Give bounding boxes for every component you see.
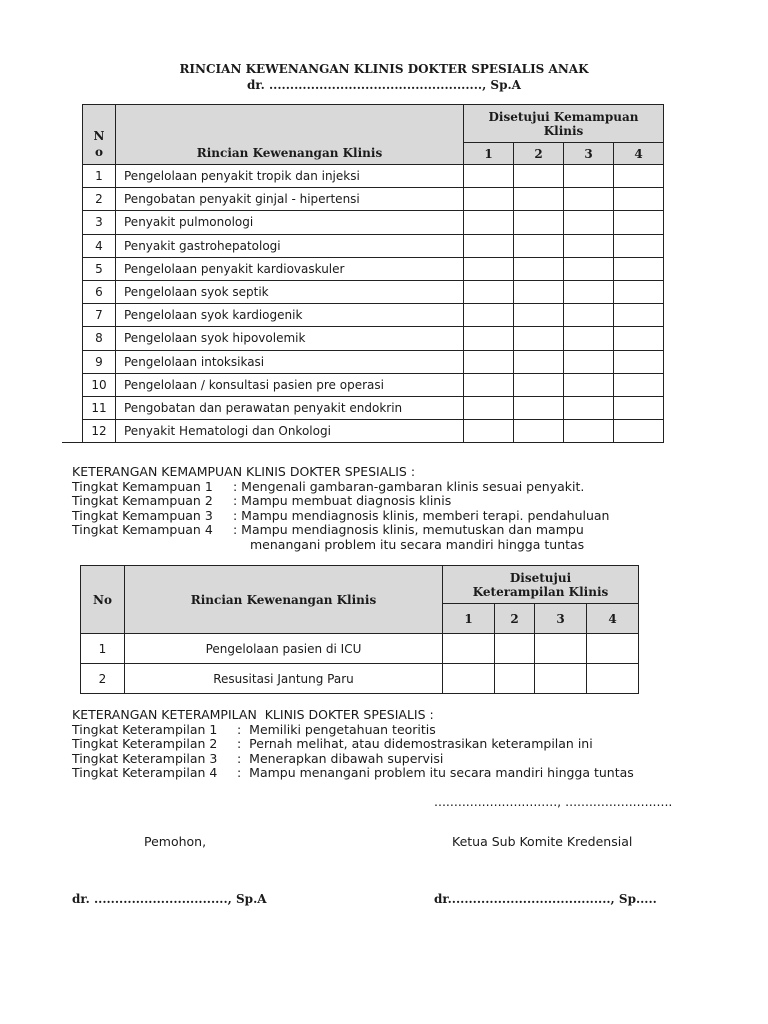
row-description: Pengelolaan penyakit tropik dan injeksi (116, 165, 464, 188)
approval-cell[interactable] (464, 211, 514, 234)
approval-cell[interactable] (464, 420, 514, 443)
approval-cell[interactable] (495, 664, 535, 694)
approval-cell[interactable] (464, 327, 514, 350)
col-no-header: N o (83, 105, 116, 165)
approval-cell[interactable] (464, 257, 514, 280)
level-header: 1 (464, 143, 514, 165)
approval-cell[interactable] (564, 234, 614, 257)
level-header: 3 (564, 143, 614, 165)
approval-cell[interactable] (514, 420, 564, 443)
approval-cell[interactable] (614, 165, 664, 188)
approval-cell[interactable] (514, 396, 564, 419)
row-description: Pengelolaan penyakit kardiovaskuler (116, 257, 464, 280)
legend-label: Tingkat Keterampilan 1 (72, 721, 218, 737)
approval-cell[interactable] (564, 188, 614, 211)
chair-name-line: dr......................................., Sp..... (434, 892, 657, 906)
approval-cell[interactable] (514, 165, 564, 188)
legend-item (72, 494, 451, 509)
row-description: Pengelolaan syok septik (116, 280, 464, 303)
row-description: Pengelolaan syok hipovolemik (116, 327, 464, 350)
kemampuan-heading: KETERANGAN KEMAMPUAN KLINIS DOKTER SPESIALIS : (72, 464, 416, 479)
legend-item (72, 766, 634, 781)
table-row (83, 257, 664, 280)
row-description: Penyakit pulmonologi (116, 211, 464, 234)
approval-cell[interactable] (564, 396, 614, 419)
approval-cell[interactable] (614, 420, 664, 443)
keterampilan-heading: KETERANGAN KETERAMPILAN KLINIS DOKTER SPESIALIS : (72, 707, 434, 722)
row-number: 7 (83, 304, 116, 327)
approval-cell[interactable] (564, 211, 614, 234)
approval-cell[interactable] (587, 664, 639, 694)
approval-cell[interactable] (614, 350, 664, 373)
col-desc-header: Rincian Kewenangan Klinis (125, 566, 443, 634)
approval-cell[interactable] (443, 634, 495, 664)
approval-cell[interactable] (564, 373, 614, 396)
col-group-header: Disetujui Keterampilan Klinis (443, 566, 639, 604)
legend-label: Tingkat Keterampilan 4 (72, 765, 218, 781)
table-row (83, 304, 664, 327)
row-description: Resusitasi Jantung Paru (125, 664, 443, 694)
legend-item (72, 523, 584, 538)
row-description: Pengobatan dan perawatan penyakit endokrin (116, 396, 464, 419)
approval-cell[interactable] (614, 234, 664, 257)
table-row (83, 327, 664, 350)
approval-cell[interactable] (564, 350, 614, 373)
approval-cell[interactable] (464, 304, 514, 327)
legend-label: Tingkat Kemampuan 2 (72, 493, 213, 509)
table-row (83, 280, 664, 303)
legend-item (72, 737, 593, 752)
approval-cell[interactable] (514, 373, 564, 396)
table-row (83, 373, 664, 396)
legend-text: : Mampu mendiagnosis klinis, memberi terapi. pendahuluan (233, 507, 610, 523)
legend-label: Tingkat Keterampilan 3 (72, 750, 218, 766)
row-number: 11 (83, 396, 116, 419)
approval-cell[interactable] (587, 634, 639, 664)
row-description: Pengelolaan intoksikasi (116, 350, 464, 373)
level-header: 4 (587, 604, 639, 634)
table-row (81, 664, 639, 694)
approval-cell[interactable] (535, 664, 587, 694)
approval-cell[interactable] (564, 280, 614, 303)
row-number: 2 (81, 664, 125, 694)
col-group-header: Disetujui Kemampuan Klinis (464, 105, 664, 143)
approval-cell[interactable] (614, 280, 664, 303)
row-number: 1 (83, 165, 116, 188)
table-row (83, 420, 664, 443)
table-row (83, 188, 664, 211)
legend-text: : Memiliki pengetahuan teoritis (237, 721, 436, 737)
approval-cell[interactable] (514, 327, 564, 350)
approval-cell[interactable] (614, 257, 664, 280)
approval-cell[interactable] (514, 188, 564, 211)
legend-text: : Mampu mendiagnosis klinis, memutuskan dan mampu (233, 522, 584, 538)
approval-cell[interactable] (564, 420, 614, 443)
row-number: 9 (83, 350, 116, 373)
approval-cell[interactable] (514, 304, 564, 327)
clinical-skill-table (80, 565, 639, 694)
place-date-line: ..............................., ........................... (434, 794, 673, 809)
approval-cell[interactable] (514, 350, 564, 373)
row-number: 8 (83, 327, 116, 350)
legend-text: : Mengenali gambaran-gambaran klinis sesuai penyakit. (233, 478, 585, 494)
level-header: 4 (614, 143, 664, 165)
legend-label: Tingkat Kemampuan 1 (72, 478, 213, 494)
row-description: Pengelolaan pasien di ICU (125, 634, 443, 664)
approval-cell[interactable] (464, 396, 514, 419)
clinical-ability-table (82, 104, 664, 443)
legend-label: Tingkat Keterampilan 2 (72, 736, 218, 752)
legend-item (72, 723, 436, 738)
row-number: 12 (83, 420, 116, 443)
col-desc-header: Rincian Kewenangan Klinis (116, 105, 464, 165)
level-header: 3 (535, 604, 587, 634)
legend-label: Tingkat Kemampuan 4 (72, 522, 213, 538)
table-row (83, 165, 664, 188)
table-row (83, 396, 664, 419)
row-number: 1 (81, 634, 125, 664)
approval-cell[interactable] (614, 373, 664, 396)
approval-cell[interactable] (464, 234, 514, 257)
applicant-name-line: dr. ................................, Sp.A (72, 892, 267, 906)
approval-cell[interactable] (564, 327, 614, 350)
approval-cell[interactable] (464, 280, 514, 303)
row-number: 6 (83, 280, 116, 303)
row-description: Penyakit Hematologi dan Onkologi (116, 420, 464, 443)
approval-cell[interactable] (443, 664, 495, 694)
approval-cell[interactable] (464, 188, 514, 211)
col-no-header: No (81, 566, 125, 634)
approval-cell[interactable] (514, 257, 564, 280)
row-number: 5 (83, 257, 116, 280)
row-description: Pengelolaan / konsultasi pasien pre operasi (116, 373, 464, 396)
approval-cell[interactable] (464, 373, 514, 396)
legend-label: Tingkat Kemampuan 3 (72, 507, 213, 523)
level-header: 2 (495, 604, 535, 634)
table-row (83, 211, 664, 234)
approval-cell[interactable] (514, 280, 564, 303)
legend-text: : Mampu membuat diagnosis klinis (233, 493, 452, 509)
table-row (83, 234, 664, 257)
table-row (83, 350, 664, 373)
row-description: Pengobatan penyakit ginjal - hipertensi (116, 188, 464, 211)
level-header: 2 (514, 143, 564, 165)
row-number: 4 (83, 234, 116, 257)
approval-cell[interactable] (464, 350, 514, 373)
legend-item (72, 509, 609, 524)
legend-text: : Mampu menangani problem itu secara mandiri hingga tuntas (237, 765, 634, 781)
approval-cell[interactable] (614, 188, 664, 211)
row-number: 10 (83, 373, 116, 396)
approval-cell[interactable] (514, 234, 564, 257)
row-number: 2 (83, 188, 116, 211)
table-row (81, 634, 639, 664)
applicant-label: Pemohon, (144, 834, 207, 849)
approval-cell[interactable] (564, 304, 614, 327)
kemampuan-continuation: menangani problem itu secara mandiri hingga tuntas (250, 537, 585, 552)
legend-item (72, 480, 584, 495)
row-description: Pengelolaan syok kardiogenik (116, 304, 464, 327)
approval-cell[interactable] (614, 396, 664, 419)
approval-cell[interactable] (614, 304, 664, 327)
level-header: 1 (443, 604, 495, 634)
row-number: 3 (83, 211, 116, 234)
document-title: RINCIAN KEWENANGAN KLINIS DOKTER SPESIALIS ANAK (179, 62, 589, 76)
approval-cell[interactable] (514, 211, 564, 234)
legend-text: : Pernah melihat, atau didemostrasikan keterampilan ini (237, 736, 593, 752)
row-description: Penyakit gastrohepatologi (116, 234, 464, 257)
approval-cell[interactable] (564, 165, 614, 188)
approval-cell[interactable] (564, 257, 614, 280)
approval-cell[interactable] (614, 327, 664, 350)
approval-cell[interactable] (464, 165, 514, 188)
legend-text: : Menerapkan dibawah supervisi (237, 750, 444, 766)
approval-cell[interactable] (535, 634, 587, 664)
chair-label: Ketua Sub Komite Kredensial (452, 834, 633, 849)
approval-cell[interactable] (495, 634, 535, 664)
doctor-name-line: dr. ..................................................., Sp.A (247, 78, 521, 92)
approval-cell[interactable] (614, 211, 664, 234)
legend-item (72, 752, 443, 767)
table-underline-mark (62, 442, 83, 443)
